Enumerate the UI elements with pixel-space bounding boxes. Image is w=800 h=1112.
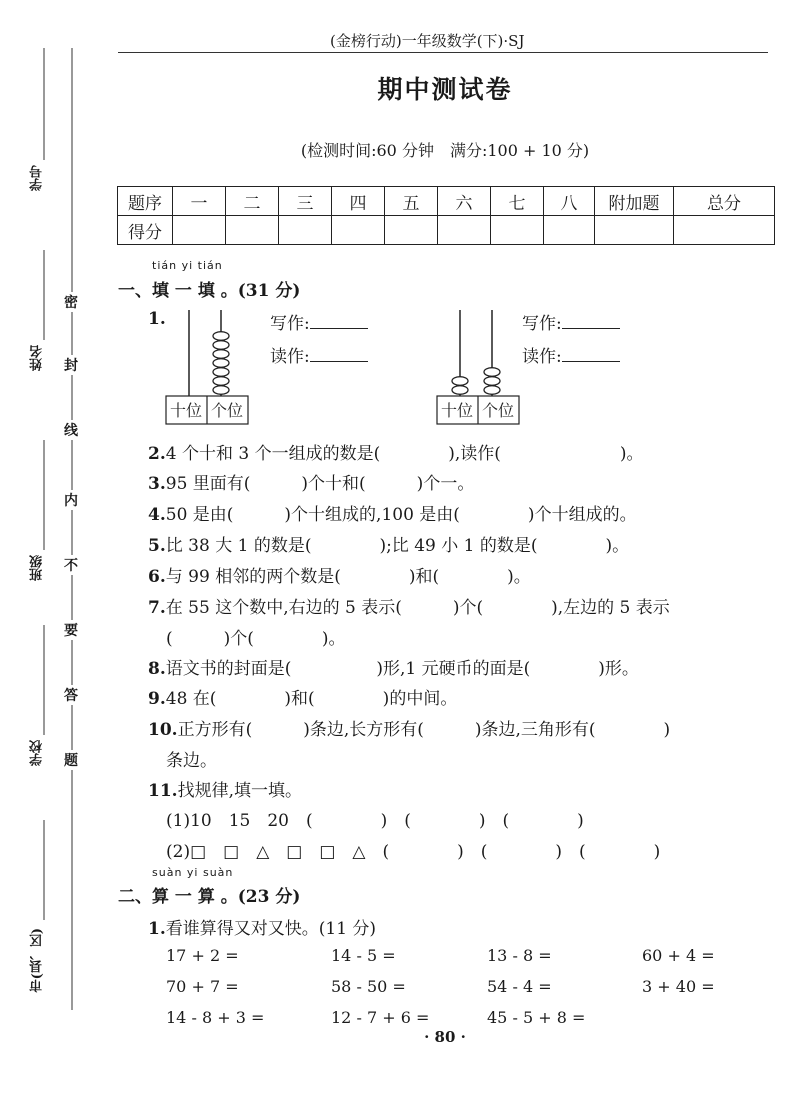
abacus-bead [452, 386, 468, 395]
s2-question-1: 1.看谁算得又对又快。(11 分) [148, 919, 377, 939]
score-header-cell: 三 [279, 187, 332, 216]
seal-char: 不 [64, 555, 78, 575]
question-10-cont: 条边。 [166, 751, 217, 771]
seal-char: 题 [64, 750, 78, 770]
score-header-cell: 题序 [118, 187, 173, 216]
abacus-left [163, 308, 253, 428]
q1-number: 1. [148, 309, 166, 329]
calc-item: 17 + 2 = [166, 946, 239, 965]
ones-label: 个位 [481, 401, 515, 420]
abacus-bead [484, 377, 500, 386]
q11-pattern-2: (2)□ □ △ □ □ △ ( ) ( ) ( ) [166, 842, 661, 862]
abacus-bead [484, 368, 500, 377]
score-header-cell: 一 [173, 187, 226, 216]
score-row-label: 得分 [118, 216, 173, 245]
section1-title: 一、填 一 填 。(31 分) [118, 281, 301, 301]
score-table [117, 186, 775, 245]
exam-info: (检测时间:60 分钟 满分:100 + 10 分) [300, 141, 590, 160]
book-header: (金榜行动)一年级数学(下)·SJ [330, 32, 525, 50]
calc-item: 45 - 5 + 8 = [487, 1008, 586, 1027]
answer-blank[interactable] [310, 312, 368, 329]
question-10: 10.正方形有( )条边,长方形有( )条边,三角形有( ) [148, 720, 671, 740]
abacus-bead [213, 386, 229, 395]
answer-blank[interactable] [562, 312, 620, 329]
question-6: 6.与 99 相邻的两个数是( )和( )。 [148, 567, 531, 587]
score-header-cell: 七 [491, 187, 544, 216]
q1-write-right: 写作: [522, 309, 620, 334]
question-11: 11.找规律,填一填。 [148, 781, 302, 801]
calc-item: 54 - 4 = [487, 977, 552, 996]
score-cell[interactable] [544, 216, 595, 245]
school-label: 学校 [30, 740, 45, 766]
question-9: 9.48 在( )和( )的中间。 [148, 689, 458, 709]
seal-char: 要 [64, 620, 78, 640]
calc-item: 3 + 40 = [642, 977, 715, 996]
score-cell[interactable] [491, 216, 544, 245]
abacus-bead [213, 350, 229, 359]
q11-pattern-1: (1)10 15 20 ( ) ( ) ( ) [166, 811, 584, 831]
page-number: · 80 · [424, 1028, 466, 1046]
score-cell[interactable] [173, 216, 226, 245]
score-header-cell: 二 [226, 187, 279, 216]
question-5: 5.比 38 大 1 的数是( );比 49 小 1 的数是( )。 [148, 536, 630, 556]
page-title: 期中测试卷 [377, 75, 513, 104]
score-header-cell: 五 [385, 187, 438, 216]
calc-item: 58 - 50 = [331, 977, 406, 996]
score-header-cell: 八 [544, 187, 595, 216]
calc-item: 14 - 8 + 3 = [166, 1008, 265, 1027]
score-header-cell: 四 [332, 187, 385, 216]
abacus-bead [213, 341, 229, 350]
question-3: 3.95 里面有( )个十和( )个一。 [148, 474, 475, 494]
score-cell[interactable] [674, 216, 775, 245]
calc-item: 70 + 7 = [166, 977, 239, 996]
calc-item: 60 + 4 = [642, 946, 715, 965]
q1-read-left: 读作: [270, 342, 368, 367]
q1-read-right: 读作: [522, 342, 620, 367]
section2-pinyin: suàn yi suàn [152, 866, 234, 879]
question-8: 8.语文书的封面是( )形,1 元硬币的面是( )形。 [148, 659, 639, 679]
question-7: 7.在 55 这个数中,右边的 5 表示( )个( ),左边的 5 表示 [148, 598, 670, 618]
score-cell[interactable] [385, 216, 438, 245]
calc-item: 12 - 7 + 6 = [331, 1008, 430, 1027]
abacus-bead [213, 332, 229, 341]
section1-pinyin: tián yi tián [152, 259, 223, 272]
abacus-right [434, 308, 524, 428]
seal-char: 密 [64, 292, 78, 312]
answer-blank[interactable] [562, 345, 620, 362]
abacus-bead [452, 377, 468, 386]
calc-item: 13 - 8 = [487, 946, 552, 965]
abacus-bead [213, 368, 229, 377]
tens-label: 十位 [169, 401, 203, 420]
seal-char: 答 [64, 685, 78, 705]
abacus-bead [213, 377, 229, 386]
question-7-cont: ( )个( )。 [166, 629, 346, 649]
question-4: 4.50 是由( )个十组成的,100 是由( )个十组成的。 [148, 505, 637, 525]
tens-label: 十位 [440, 401, 474, 420]
student-id-label: 学号 [30, 165, 45, 191]
abacus-bead [213, 359, 229, 368]
header-divider [118, 52, 768, 53]
seal-char: 线 [64, 420, 78, 440]
seal-char: 内 [64, 490, 78, 510]
score-header-cell: 附加题 [595, 187, 674, 216]
class-label: 班级 [30, 555, 45, 581]
name-label: 姓名 [30, 345, 45, 371]
score-cell[interactable] [226, 216, 279, 245]
score-header-cell: 六 [438, 187, 491, 216]
score-cell[interactable] [279, 216, 332, 245]
answer-blank[interactable] [310, 345, 368, 362]
binding-margin [0, 0, 100, 1112]
score-cell[interactable] [332, 216, 385, 245]
q1-write-left: 写作: [270, 309, 368, 334]
score-header-cell: 总分 [674, 187, 775, 216]
city-label: 市(县、区) [30, 928, 45, 993]
question-2: 2.4 个十和 3 个一组成的数是( ),读作( )。 [148, 444, 644, 464]
score-cell[interactable] [438, 216, 491, 245]
section2-title: 二、算 一 算 。(23 分) [118, 887, 301, 907]
ones-label: 个位 [210, 401, 244, 420]
abacus-bead [484, 386, 500, 395]
score-cell[interactable] [595, 216, 674, 245]
calc-item: 14 - 5 = [331, 946, 396, 965]
seal-char: 封 [64, 355, 78, 375]
